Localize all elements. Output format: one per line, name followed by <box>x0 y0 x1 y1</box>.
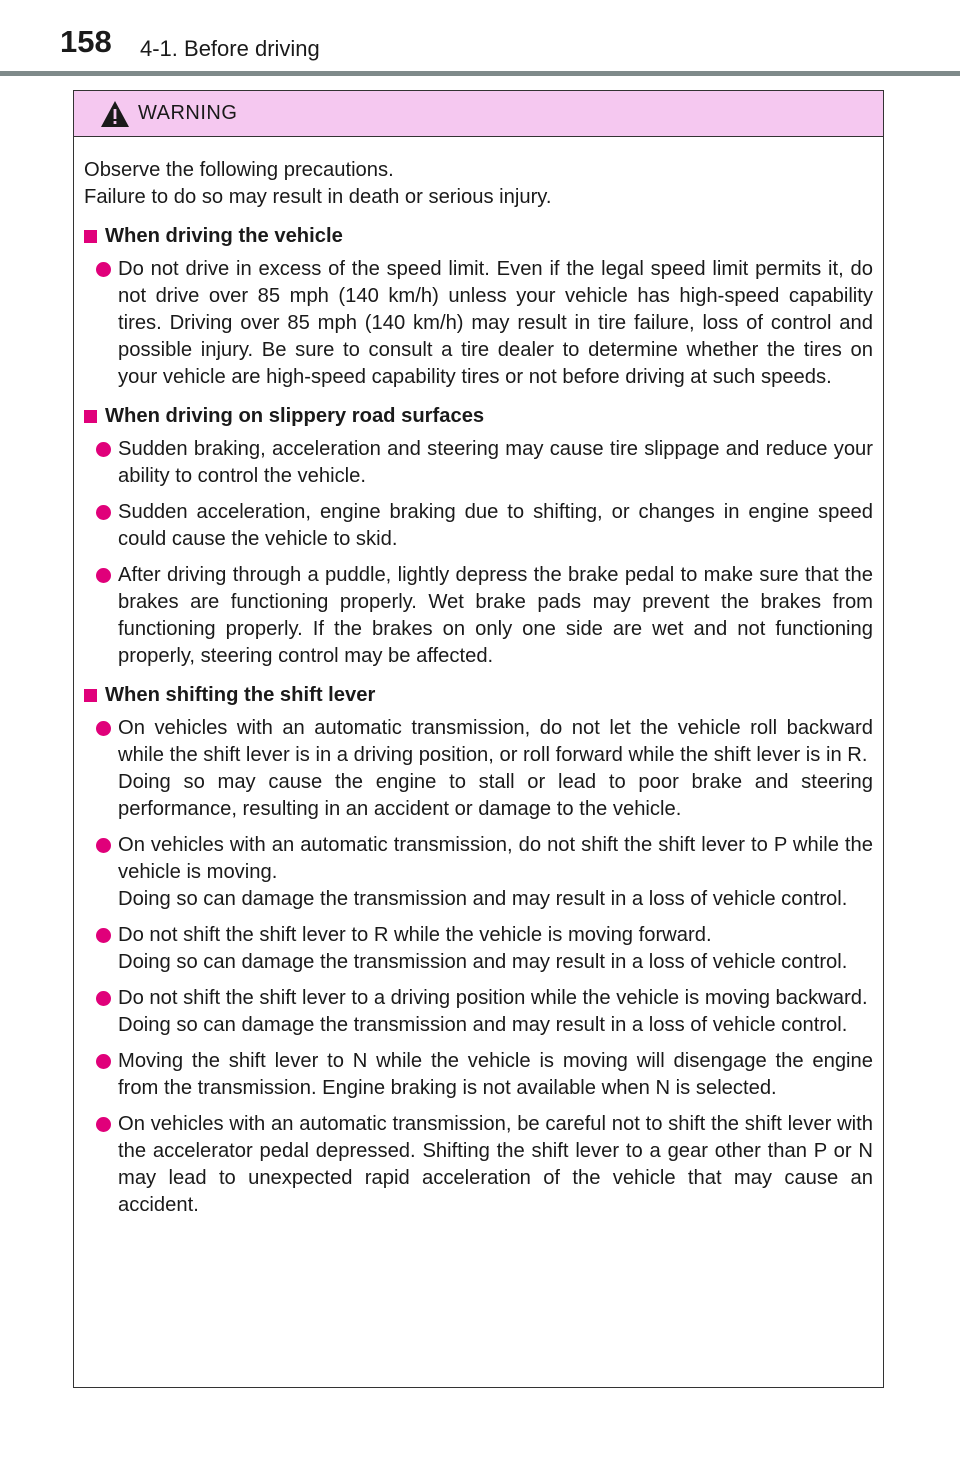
round-bullet-icon <box>96 721 111 736</box>
round-bullet-icon <box>96 1117 111 1132</box>
header-divider <box>0 71 960 76</box>
section-title: 4-1. Before driving <box>140 36 320 61</box>
subsection-title <box>84 223 873 250</box>
warning-sections <box>84 223 873 1219</box>
bullet-text: Moving the shift lever to N while the vehicle is moving will disengage the engine from the transmission. Engine braking is not available when N is selected. <box>118 1050 873 1099</box>
warning-header <box>74 91 883 137</box>
square-bullet-icon <box>84 230 97 243</box>
round-bullet-icon <box>96 505 111 520</box>
square-bullet-icon <box>84 410 97 423</box>
square-bullet-icon <box>84 689 97 702</box>
warning-subsection <box>84 682 873 1219</box>
bullet-text: After driving through a puddle, lightly depress the brake pedal to make sure that the brakes are functioning properly. Wet brake pads may prevent the brakes from functioning properly. If the brakes on only one side are wet and not functioning properly, steering control may be affected. <box>118 564 873 667</box>
warning-intro <box>84 157 873 211</box>
bullet-item <box>84 1111 873 1219</box>
bullet-text: Doing so can damage the transmission and may result in a loss of vehicle control. <box>118 1014 848 1036</box>
round-bullet-icon <box>96 928 111 943</box>
bullet-item <box>84 985 873 1039</box>
intro-line: Observe the following precautions. <box>84 159 394 181</box>
bullet-text: Do not drive in excess of the speed limit. Even if the legal speed limit permits it, do not drive over 85 mph (140 km/h) unless your vehicle has high-speed capability tires. Driving over 85 mph (140 km/h) may result in tire failure, loss of control and possible injury. Be sure to consult a tire dealer to determine whether the tires on your vehicle are high-speed capability tires or not before driving at such speeds. <box>118 258 873 388</box>
bullet-text: On vehicles with an automatic transmission, do not shift the shift lever to P while the vehicle is moving. <box>118 834 873 883</box>
bullet-text: On vehicles with an automatic transmission, be careful not to shift the shift lever with the accelerator pedal depressed. Shifting the shift lever to a gear other than P or N may lead to unexpected rapid acceleration of the vehicle that may cause an accident. <box>118 1113 873 1216</box>
bullet-text: Doing so may cause the engine to stall or lead to poor brake and steering performance, resulting in an accident or damage to the vehicle. <box>118 771 873 820</box>
round-bullet-icon <box>96 991 111 1006</box>
bullet-item <box>84 562 873 670</box>
bullet-item <box>84 832 873 913</box>
round-bullet-icon <box>96 838 111 853</box>
intro-line: Failure to do so may result in death or serious injury. <box>84 186 552 208</box>
round-bullet-icon <box>96 1054 111 1069</box>
subsection-title <box>84 403 873 430</box>
bullet-item <box>84 499 873 553</box>
bullet-text: Do not shift the shift lever to a driving position while the vehicle is moving backward. <box>118 987 868 1009</box>
bullet-text: Sudden acceleration, engine braking due to shifting, or changes in engine speed could cause the vehicle to skid. <box>118 501 873 550</box>
subsection-title-text: When driving the vehicle <box>105 225 343 247</box>
warning-subsection <box>84 223 873 391</box>
page-number: 158 <box>60 24 112 59</box>
warning-subsection <box>84 403 873 670</box>
subsection-title <box>84 682 873 709</box>
bullet-item <box>84 256 873 391</box>
bullet-text: On vehicles with an automatic transmission, do not let the vehicle roll backward while the shift lever is in a driving position, or roll forward while the shift lever is in R. <box>118 717 873 766</box>
warning-triangle-icon <box>100 100 130 128</box>
bullet-text: Doing so can damage the transmission and may result in a loss of vehicle control. <box>118 888 848 910</box>
bullet-text: Doing so can damage the transmission and may result in a loss of vehicle control. <box>118 951 848 973</box>
bullet-item <box>84 715 873 823</box>
warning-label: WARNING <box>138 102 238 124</box>
bullet-text: Do not shift the shift lever to R while the vehicle is moving forward. <box>118 924 712 946</box>
round-bullet-icon <box>96 568 111 583</box>
bullet-item <box>84 922 873 976</box>
subsection-title-text: When driving on slippery road surfaces <box>105 405 485 427</box>
subsection-title-text: When shifting the shift lever <box>105 684 376 706</box>
round-bullet-icon <box>96 442 111 457</box>
bullet-item <box>84 436 873 490</box>
bullet-text: Sudden braking, acceleration and steering may cause tire slippage and reduce your ability to control the vehicle. <box>118 438 873 487</box>
warning-box <box>73 90 884 1388</box>
warning-body <box>74 137 883 1219</box>
round-bullet-icon <box>96 262 111 277</box>
bullet-item <box>84 1048 873 1102</box>
